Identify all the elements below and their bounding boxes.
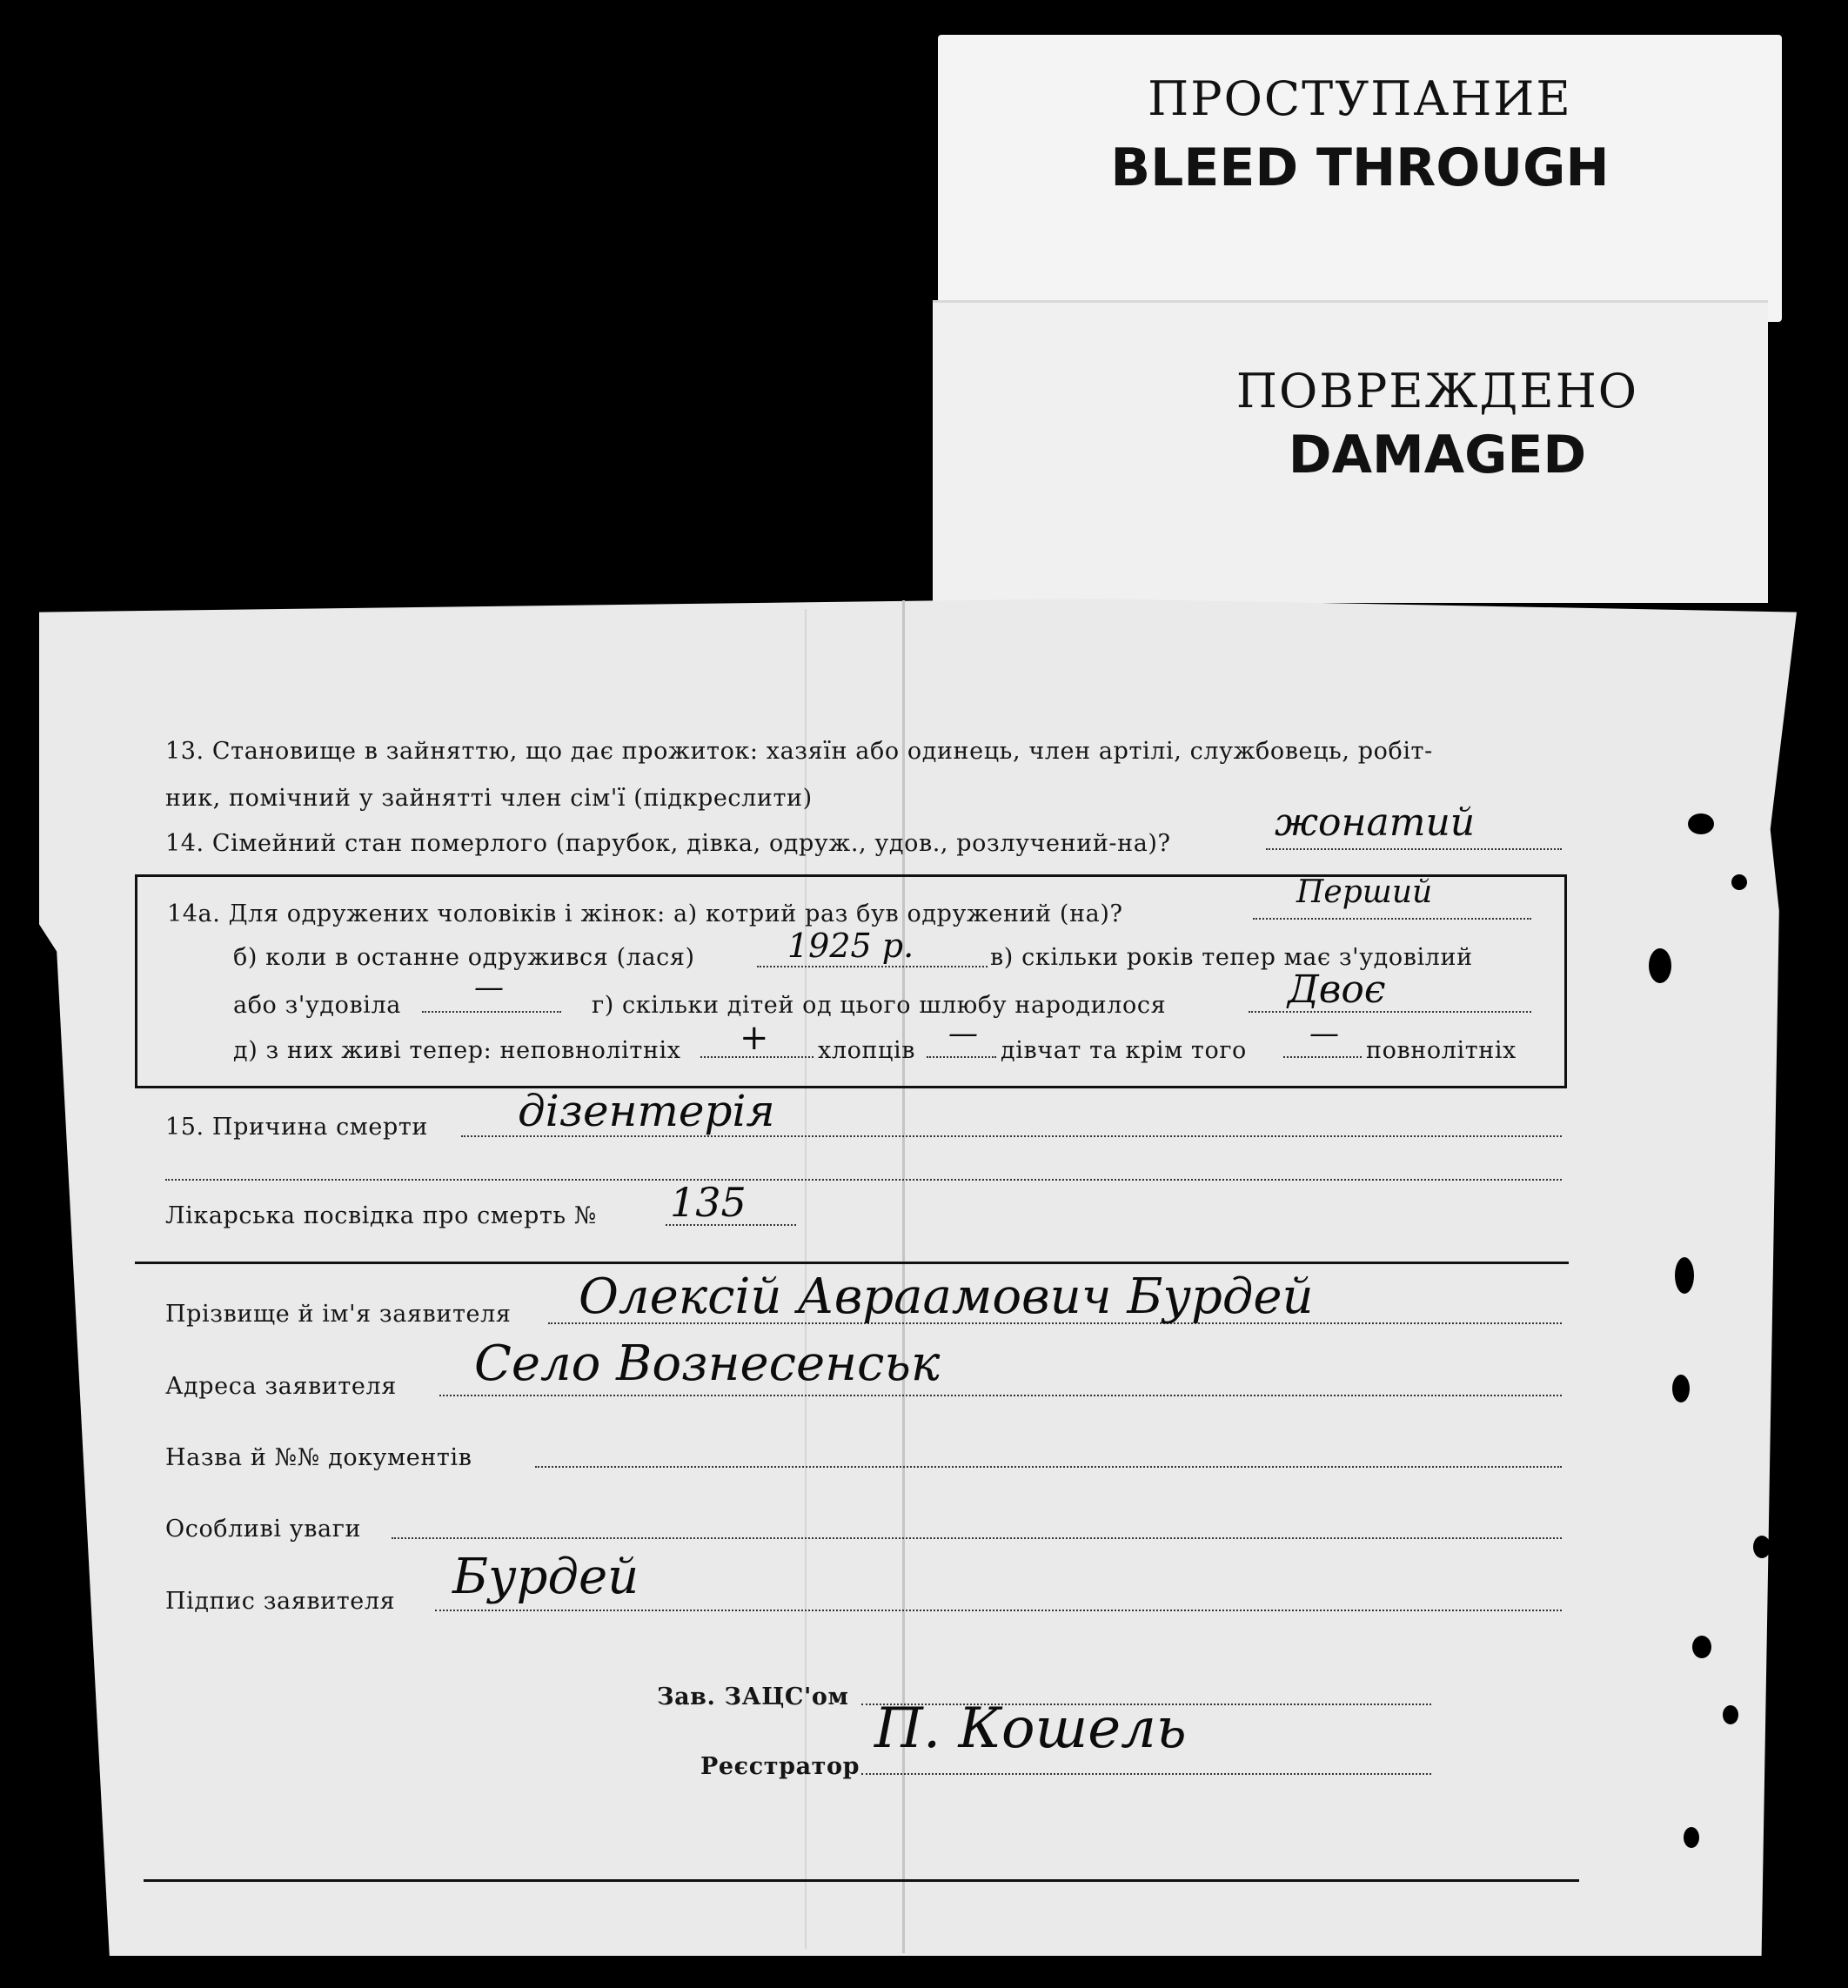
- damage-hole: [1675, 1257, 1694, 1294]
- certificate-number-value: 135: [670, 1179, 747, 1226]
- item-14a-line-4c: дівчат та крім того: [1001, 1037, 1247, 1064]
- bleed-through-card: [938, 35, 1782, 322]
- adults-field: [1283, 1056, 1362, 1058]
- marriage-number-field: [1253, 918, 1531, 920]
- applicant-name-label: Прізвище й ім'я заявителя: [165, 1301, 512, 1328]
- damage-hole: [1723, 1705, 1738, 1724]
- registrar-label: Реєстратор: [700, 1753, 860, 1780]
- applicant-address-label: Адреса заявителя: [165, 1373, 397, 1400]
- documents-field: [535, 1466, 1562, 1468]
- cause-of-death-value: дізентерія: [518, 1086, 775, 1136]
- item-15-label: 15. Причина смерти: [165, 1114, 428, 1141]
- applicant-signature-value: Бурдей: [452, 1549, 639, 1605]
- damage-hole: [1692, 1636, 1711, 1658]
- remarks-label: Особливі уваги: [165, 1516, 362, 1543]
- widowed-years-field: [422, 1011, 561, 1013]
- marital-status-value: жонатий: [1275, 800, 1476, 845]
- marriage-number-value: Перший: [1296, 874, 1433, 910]
- minors-boys-value: +: [740, 1018, 769, 1058]
- medical-certificate-label: Лікарська посвідка про смерть №: [165, 1202, 598, 1229]
- item-14-label: 14. Сімейний стан померлого (парубок, дівка, одруж., удов., розлучений-на)?: [165, 830, 1171, 857]
- registrar-field: [861, 1773, 1431, 1775]
- adults-value: —: [1309, 1016, 1339, 1051]
- damaged-ru-label: ПОВРЕЖДЕНО: [1235, 364, 1639, 418]
- damage-hole: [1688, 813, 1714, 834]
- applicant-address-field: [439, 1395, 1562, 1396]
- item-13-line-2: ник, помічний у зайнятті член сім'ї (підкреслити): [165, 785, 813, 812]
- marriage-year-field: [757, 966, 988, 967]
- applicant-address-value: Село Вознесенськ: [474, 1335, 941, 1392]
- bottom-rule: [144, 1879, 1579, 1882]
- registrar-signature-value: П. Кошель: [874, 1697, 1187, 1761]
- item-14a-line-4b: хлопців: [818, 1037, 916, 1064]
- documents-label: Назва й №№ документів: [165, 1444, 472, 1471]
- item-14a-line-4d: повнолітніх: [1366, 1037, 1517, 1064]
- item-14a-line-1: 14а. Для одружених чоловіків і жінок: а) котрий раз був одружений (на)?: [167, 900, 1123, 927]
- bleed-through-ru-label: ПРОСТУПАНИЕ: [1148, 71, 1572, 126]
- damage-hole: [1731, 874, 1747, 890]
- item-14a-line-3a: або з'удовіла: [233, 992, 401, 1019]
- item-13-line-1: 13. Становище в зайняттю, що дає прожиток: хазяїн або одинець, член артілі, службовець, робіт-: [165, 738, 1433, 765]
- bleed-through-en-label: BLEED THROUGH: [1110, 137, 1610, 198]
- widowed-years-value: —: [474, 970, 504, 1005]
- section-divider: [135, 1262, 1569, 1264]
- damage-hole: [1649, 948, 1671, 983]
- applicant-name-value: Олексій Авраамович Бурдей: [579, 1268, 1314, 1325]
- children-born-value: Двоє: [1288, 967, 1386, 1012]
- applicant-signature-field: [435, 1610, 1562, 1611]
- marriage-year-value: 1925 р.: [787, 927, 914, 965]
- item-14a-line-4a: д) з них живі тепер: неповнолітніх: [233, 1037, 681, 1064]
- item-14-field: [1266, 848, 1562, 850]
- cause-of-death-field-line-2: [165, 1179, 1562, 1181]
- damaged-card: [933, 300, 1768, 603]
- damaged-en-label: DAMAGED: [1288, 425, 1587, 485]
- damage-hole: [1684, 1827, 1699, 1848]
- minors-girls-field: [927, 1056, 996, 1058]
- damage-hole: [1672, 1375, 1690, 1402]
- minors-girls-value: —: [948, 1016, 978, 1051]
- remarks-field: [392, 1537, 1562, 1539]
- item-14a-line-2b: в) скільки років тепер має з'удовілий: [990, 944, 1473, 971]
- item-14a-line-3b: г) скільки дітей од цього шлюбу народилося: [592, 992, 1167, 1019]
- item-14a-line-2a: б) коли в останне одружився (лася): [233, 944, 695, 971]
- head-zags-label: Зав. ЗАЦС'ом: [657, 1683, 849, 1710]
- applicant-signature-label: Підпис заявителя: [165, 1588, 396, 1615]
- damage-hole: [1753, 1536, 1771, 1558]
